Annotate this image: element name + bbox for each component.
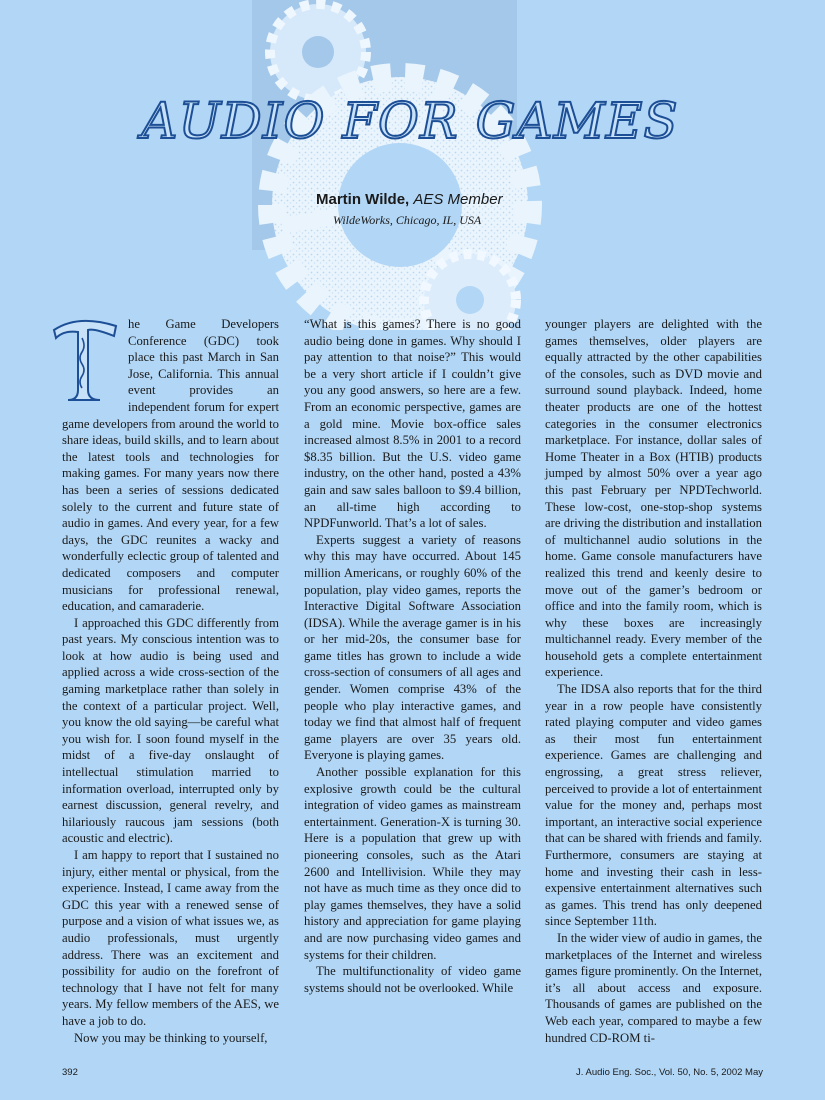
paragraph: I approached this GDC differently from past years. My conscious intention was to look at how audio is being used and applied across a wide cross-section of the gaming marketplace rather than solely in the context of a particular project. Well, you know the old saying—be careful what you wish for. I soon found myself in the midst of a five-day onslaught of intellectual stimulation married to information overload, interrupted only by earnest discussion, general revelry, and hilariously raucous jam sessions (both acoustic and electric).	[62, 615, 279, 846]
paragraph: Now you may be thinking to yourself,	[74, 1030, 268, 1045]
column-3	[545, 316, 762, 1046]
author-name: Martin Wilde,	[316, 191, 410, 208]
paragraph: Another possible explanation for this explosive growth could be the cultural integration of video games as mainstream entertainment. Generation-X is turning 30. Here is a population that grew up with pioneering consoles, such as the Atari 2600 and Intellivision. While they may not have as much time as they once did to play games themselves, they have a solid history and appreciation for game playing and are now purchasing video games and systems for their children.	[304, 765, 521, 962]
article-title: AUDIO FOR GAMES	[141, 92, 679, 150]
page-number: 392	[62, 1067, 78, 1078]
paragraph: The IDSA also reports that for the third year in a row people have consistently rated playing computer and video games as their most fun entertainment experience. Games are challenging and engrossing, a great stress reliever, perceived to provide a lot of entertainment value for the money and, perhaps most important, an interactive social experience that can be shared with friends and family. Furthermore, consumers are staying at home and investing their cash in less-expensive entertainment alternatives such as games. This trend has only deepened since September 11th.	[545, 682, 762, 929]
paragraph: In the wider view of audio in games, the marketplaces of the Internet and wireless games figure prominently. On the Internet, it’s all about access and exposure. Thousands of games are published on the Web each year, compared to maybe a few hundred CD-ROM ti-	[545, 930, 762, 1045]
paragraph: younger players are delighted with the games themselves, older players are equally attracted by the other capabilities of the consoles, such as DVD movie and surround sound playback. Indeed, home theater products are one of the hottest categories in the consumer electronics marketplace. For instance, dollar sales of Home Theater in a Box (HTIB) products jumped by almost 50% over a year ago this past February per NPDTechworld. These low-cost, one-stop-shop systems are driving the distribution and installation of multichannel audio solutions in the home. Game console manufacturers have realized this trend and keenly desire to move out of the gamer’s bedroom or office and into the family room, which is why these boxes are increasingly multichannel ready. Every member of the household gets a complete entertainment experience.	[545, 317, 762, 680]
column-2	[304, 316, 521, 996]
header-artwork	[0, 0, 825, 330]
paragraph: he Game Developers Conference (GDC) took place this past March in San Jose, California. This annual event provides an independent forum for expert game developers from around the world to share ideas, build skills, and to learn about the latest tools and technologies for making games. For many years now there has been a series of sessions dedicated solely to the current and future state of audio in games. And every year, for a few days, the GDC reunites a wacky and wonderfully eclectic group of talented and dedicated composers and computer musicians for professional renewal, education, and camaraderie.	[62, 317, 279, 614]
drop-cap-icon	[48, 316, 120, 402]
author-affiliation: WildeWorks, Chicago, IL, USA	[333, 213, 482, 227]
journal-citation: J. Audio Eng. Soc., Vol. 50, No. 5, 2002 May	[576, 1067, 763, 1078]
paragraph: Experts suggest a variety of reasons why this may have occurred. About 145 million Americans, or roughly 60% of the population, play video games, reports the Interactive Digital Software Association (IDSA). While the average gamer is in his or her mid-20s, the consumer base for game titles has grown to include a wide cross-section of consumers of all ages and gender. Women comprise 43% of the people who play interactive games, and today we find that almost half of frequent game players are over 35 years old. Everyone is playing games.	[304, 532, 521, 763]
paragraph: “What is this games? There is no good audio being done in games. Why should I pay attention to that noise?” This would be a very short article if I couldn’t give you any good answers, so here are a few. From an economic perspective, games are a gold mine. Movie box-office sales increased almost 8.5% in 2001 to a record $8.35 billion. But the U.S. video game industry, on the other hand, posted a 43% gain and saw sales balloon to $9.4 billion, an all-time high according to NPDFunworld. That’s a lot of sales.	[304, 317, 521, 531]
paragraph: I am happy to report that I sustained no injury, either mental or physical, from the experience. Instead, I came away from the GDC this year with a renewed sense of purpose and a vision of what issues we, as audio professionals, must urgently address. There was an excitement and possibility for audio on the forefront of technology that I have not felt for many years. My fellow members of the AES, we have a job to do.	[62, 848, 279, 1028]
paragraph: The multifunctionality of video game systems should not be overlooked. While	[304, 964, 521, 995]
column-1	[62, 316, 279, 1046]
author-membership: AES Member	[413, 191, 503, 208]
author-line	[316, 191, 503, 208]
